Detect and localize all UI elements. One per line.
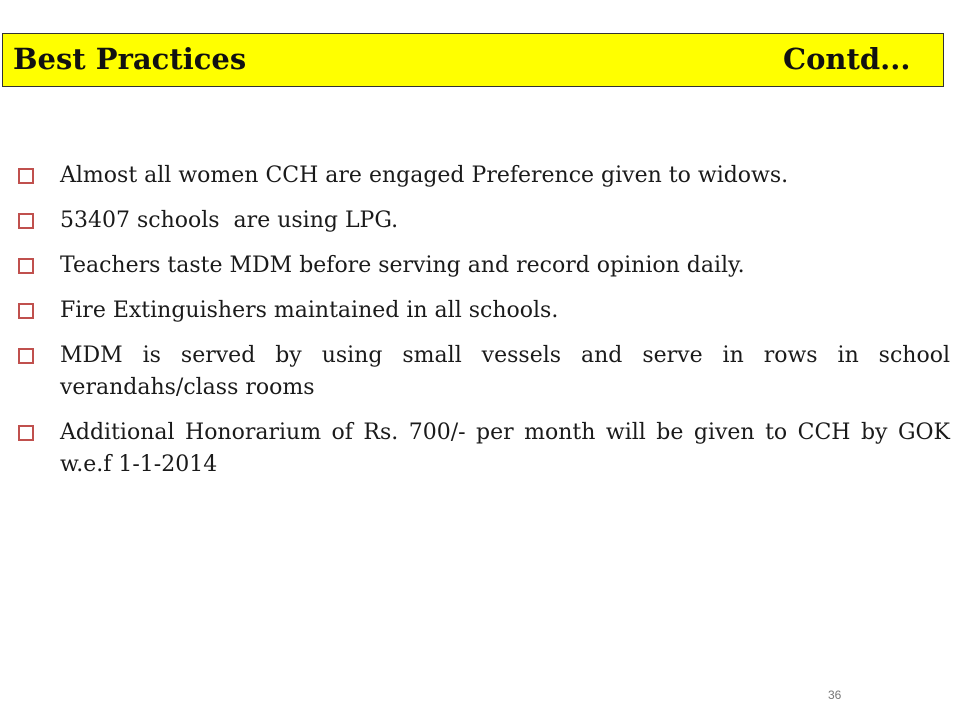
bullet-text: Additional Honorarium of Rs. 700/- per month will be given to CCH by GOK w.e.f 1-1-2014 bbox=[60, 420, 950, 477]
list-item bbox=[16, 205, 950, 237]
bullet-text: MDM is served by using small vessels and serve in rows in school verandahs/class rooms bbox=[60, 343, 950, 400]
page-number: 36 bbox=[828, 688, 842, 702]
list-item bbox=[16, 417, 950, 481]
page-title: Best Practices bbox=[13, 42, 247, 76]
square-bullet-icon bbox=[18, 425, 34, 441]
bullet-text: 53407 schools are using LPG. bbox=[60, 208, 399, 233]
list-item bbox=[16, 160, 950, 192]
list-item bbox=[16, 295, 950, 327]
square-bullet-icon bbox=[18, 348, 34, 364]
title-banner bbox=[2, 33, 944, 87]
square-bullet-icon bbox=[18, 213, 34, 229]
bullet-text: Teachers taste MDM before serving and record opinion daily. bbox=[60, 253, 745, 278]
title-contd: Contd... bbox=[783, 42, 911, 76]
bullet-text: Fire Extinguishers maintained in all schools. bbox=[60, 298, 559, 323]
bullet-list bbox=[16, 160, 950, 494]
square-bullet-icon bbox=[18, 303, 34, 319]
bullet-text: Almost all women CCH are engaged Preference given to widows. bbox=[60, 163, 789, 188]
square-bullet-icon bbox=[18, 168, 34, 184]
square-bullet-icon bbox=[18, 258, 34, 274]
list-item bbox=[16, 250, 950, 282]
list-item bbox=[16, 340, 950, 404]
